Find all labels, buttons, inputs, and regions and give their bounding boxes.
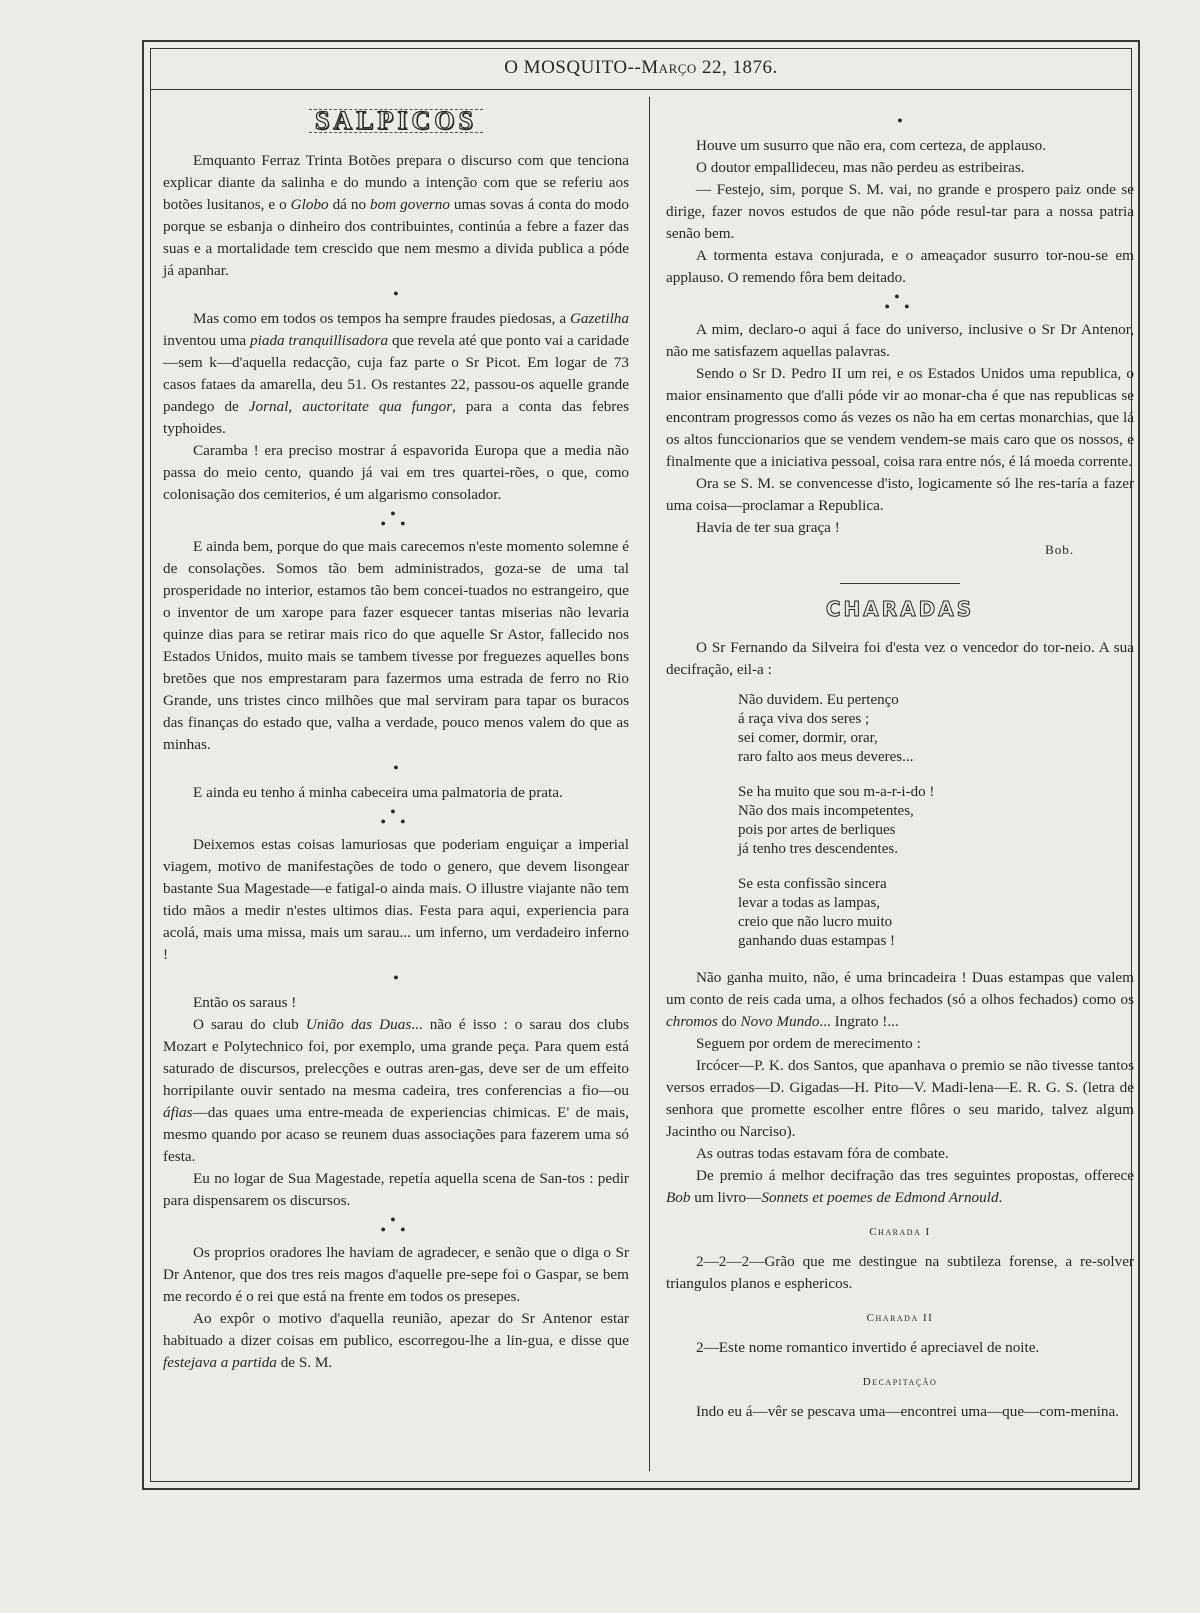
- charadas-heading: [666, 598, 1134, 623]
- paragraph: Não ganha muito, não, é uma brincadeira ! Duas estampas que valem um conto de reis cada uma, a olhos fechados (só a olhos fechados) como os chromos do Novo Mundo... Ingrato !...: [666, 969, 1134, 1030]
- paragraph: Sendo o Sr D. Pedro II um rei, e os Estados Unidos uma republica, o maior ensinamento que d'alli póde vir ao monar-cha é que nas republicas se encontram progressos como ás vezes os não ha em certas monarchias, que lá os altos funccionarios que se vendem vendem-se mais caro que os nossos, e finalmente que a iniciativa pessoal, coisa rara entre nós, é lá moeda corrente.: [666, 365, 1134, 470]
- poem-line: levar a todas as lampas,: [738, 895, 881, 911]
- poem-stanza: [738, 691, 1134, 767]
- section-star: ●: [393, 762, 399, 772]
- charada-heading: Charada II: [866, 1312, 934, 1324]
- paragraph: O Sr Fernando da Silveira foi d'esta vez o vencedor do tor-neio. A sua decifração, eil-a :: [666, 639, 1134, 678]
- paragraph: Indo eu á—vêr se pescava uma—encontrei uma—que—com-menina.: [696, 1403, 1119, 1420]
- paragraph: Ora se S. M. se convencesse d'isto, logicamente só lhe res-taría a fazer uma coisa—proclamar a Republica.: [666, 475, 1134, 514]
- poem-line: pois por artes de berliques: [738, 822, 896, 838]
- section-rule: [840, 583, 960, 584]
- paragraph: — Festejo, sim, porque S. M. vai, no grande e prospero paiz onde se dirige, fazer novos estudos de que não póde resul-tar para a nossa patria senão bem.: [666, 181, 1134, 242]
- poem-stanza: [738, 783, 1134, 859]
- paragraph: O sarau do club União das Duas... não é isso : o sarau dos clubs Mozart e Polytechnico foi, por exemplo, uma grande peça. Para quem está saturado de discursos, prelecções e outras aren-gas, deve ser de um effeito horripilante ouvir sentado na mesma cadeira, tres conferencias a fio—ou áfias—das quaes uma entre-meada de experiencias chimicas. E' de mais, mesmo quando por acaso se reunem duas associações para fazerem uma só festa.: [163, 1016, 629, 1165]
- newspaper-page: [142, 40, 1140, 1490]
- poem-line: raro falto aos meus deveres...: [738, 749, 914, 765]
- section-star: ●: [897, 115, 903, 125]
- salpicos-title: SALPICOS: [309, 109, 483, 133]
- charada-heading: Charada I: [869, 1226, 931, 1238]
- poem-line: já tenho tres descendentes.: [738, 841, 898, 857]
- paragraph: Deixemos estas coisas lamuriosas que poderiam enguiçar a imperial viagem, motivo de manifestações de todo o genero, que devem lisongear bastante Sua Magestade—e fatigal-o ainda mais. O illustre viajante não tem tido mãos a medir n'estes ultimos dias. Festa para aqui, experiencia para acolá, mais uma missa, mais um sarau... um inferno, um verdadeiro inferno !: [163, 836, 629, 963]
- masthead-month: Março: [641, 57, 697, 78]
- paragraph: 2—2—2—Grão que me destingue na subtileza forense, a re-solver triangulos planos e esphericos.: [666, 1253, 1134, 1292]
- right-column: [666, 109, 1134, 1423]
- poem-line: ganhando duas estampas !: [738, 933, 896, 949]
- poem-line: Não duvidem. Eu pertenço: [738, 692, 899, 708]
- paragraph: Mas como em todos os tempos ha sempre fraudes piedosas, a Gazetilha inventou uma piada tranquillisadora que revela até que ponto vai a caridade—sem k—d'aquella redacção, cuja faz parte o Sr Picot. Em logar de 73 casos fataes da amarella, deu 51. Os restantes 22, passou-os aquelle grande pandego de Jornal, auctoritate qua fungor, para a conta das febres typhoides.: [163, 310, 629, 437]
- decapitacao-heading: Decapitação: [862, 1376, 938, 1388]
- paragraph: Emquanto Ferraz Trinta Botões prepara o discurso com que tenciona explicar diante da salinha e do mundo a intenção com que se referiu aos botões lusitanos, e o Globo dá no bom governo umas sovas á conta do modo porque se esbanja o dinheiro dos contribuintes, continúa a febre a fazer das suas e a mortalidade tem crescido que nem mesmo a divida publica a póde já apanhar.: [163, 152, 629, 279]
- page-frame: [150, 48, 1132, 1482]
- masthead: [151, 49, 1131, 90]
- section-asterism: ● ● ●: [380, 806, 412, 826]
- salpicos-heading: [163, 106, 629, 136]
- section-star: ●: [393, 972, 399, 982]
- paragraph: Ao expôr o motivo d'aquella reunião, apezar do Sr Antenor estar habituado a dizer coisas em publico, escorregou-lhe a lin-gua, e disse que festejava a partida de S. M.: [163, 1310, 629, 1371]
- paragraph: E ainda bem, porque do que mais carecemos n'este momento solemne é de consolações. Somos tão bem administrados, goza-se de uma tal prosperidade no interior, estamos tão bem concei-tuados no estrangeiro, que o inventor de um xarope para fazer esquecer tantas miserias não levaria quinze dias para se retirar mais rico do que aquelle Sr Astor, fallecido nos Estados Unidos, muito mais se tambem tivesse por freguezes aquelles bons bretões que nos emprestaram para fazermos uma estrada de ferro no Rio Grande, uns tristes cinco milhões que mal serviram para tapar os buracos das finanças do estado que, valha a verdade, pouco menos valem do que as minhas.: [163, 538, 629, 753]
- signature: Bob.: [1045, 542, 1074, 557]
- paragraph: Havia de ter sua graça !: [696, 519, 840, 536]
- paragraph: O doutor empallideceu, mas não perdeu as estribeiras.: [696, 159, 1025, 176]
- masthead-date: 22, 1876.: [696, 57, 778, 78]
- paragraph: A mim, declaro-o aqui á face do universo, inclusive o Sr Dr Antenor, não me satisfazem aquellas palavras.: [666, 321, 1134, 360]
- section-asterism: ● ● ●: [884, 291, 916, 311]
- poem-line: Se ha muito que sou m-a-r-i-do !: [738, 784, 935, 800]
- paragraph: Eu no logar de Sua Magestade, repetía aquella scena de San-tos : pedir para dispensarem os discursos.: [163, 1170, 629, 1209]
- column-divider: [649, 97, 650, 1471]
- section-asterism: ● ● ●: [380, 508, 412, 528]
- paragraph: Houve um susurro que não era, com certeza, de applauso.: [696, 137, 1047, 154]
- poem-line: sei comer, dormir, orar,: [738, 730, 878, 746]
- poem-line: Não dos mais incompetentes,: [738, 803, 914, 819]
- poem-line: Se esta confissão sincera: [738, 876, 887, 892]
- paragraph: Seguem por ordem de merecimento :: [696, 1035, 921, 1052]
- poem-stanza: [738, 875, 1134, 951]
- paragraph: Então os saraus !: [193, 994, 297, 1011]
- paragraph: De premio á melhor decifração das tres seguintes propostas, offerece Bob um livro—Sonnets et poemes de Edmond Arnould.: [666, 1167, 1134, 1206]
- poem-line: creio que não lucro muito: [738, 914, 893, 930]
- left-column: [163, 101, 629, 1374]
- poem: [738, 691, 1134, 951]
- section-star: ●: [393, 288, 399, 298]
- paragraph: Os proprios oradores lhe haviam de agradecer, e senão que o diga o Sr Dr Antenor, que dos tres reis magos d'aquelle pre-sepe foi o Gaspar, se bem me recordo é o rei que está na frente em todos os presepes.: [163, 1244, 629, 1305]
- masthead-title: O MOSQUITO: [504, 57, 628, 78]
- paragraph: 2—Este nome romantico invertido é apreciavel de noite.: [696, 1339, 1040, 1356]
- charadas-title: CHARADAS: [825, 597, 975, 621]
- masthead-separator: --: [627, 57, 642, 78]
- poem-line: á raça viva dos seres ;: [738, 711, 870, 727]
- paragraph: Ircócer—P. K. dos Santos, que apanhava o premio se não tivesse tantos versos errados—D. Gigadas—H. Pito—V. Madi-lena—E. R. G. S. (letra de senhora que promette escolher entre flôres o seu marido, talvez algum Jacintho ou Narciso).: [666, 1057, 1134, 1140]
- paragraph: E ainda eu tenho á minha cabeceira uma palmatoria de prata.: [193, 784, 563, 801]
- paragraph: A tormenta estava conjurada, e o ameaçador susurro tor-nou-se em applauso. O remendo fôra bem deitado.: [666, 247, 1134, 286]
- paragraph: As outras todas estavam fóra de combate.: [696, 1145, 949, 1162]
- section-asterism: ● ● ●: [380, 1214, 412, 1234]
- paragraph: Caramba ! era preciso mostrar á espavorida Europa que a media não passa do meio cento, quando já vai em tres quartei-rões, o que, como colonisação dos cemiterios, é um algarismo consolador.: [163, 442, 629, 503]
